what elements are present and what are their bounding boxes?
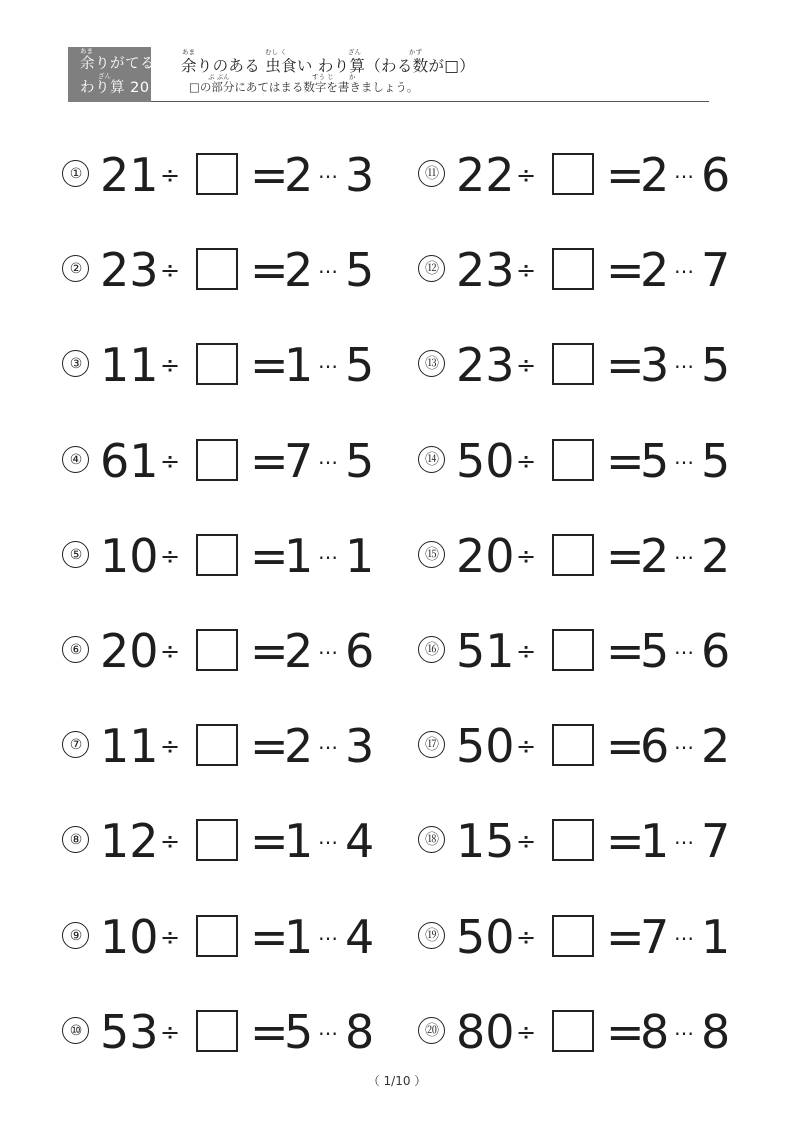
problem-item bbox=[418, 337, 748, 393]
problem-number: ④ bbox=[62, 446, 89, 473]
divide-sign: ÷ bbox=[160, 732, 181, 760]
remainder-dots: … bbox=[318, 445, 337, 469]
problem-number: ⑥ bbox=[62, 636, 89, 663]
answer-box[interactable] bbox=[552, 819, 594, 861]
remainder-dots: … bbox=[674, 1016, 693, 1040]
divide-sign: ÷ bbox=[516, 447, 537, 475]
remainder: 8 bbox=[345, 1005, 375, 1059]
dividend: 51 bbox=[456, 624, 515, 678]
remainder: 5 bbox=[701, 434, 731, 488]
remainder: 7 bbox=[701, 814, 731, 868]
dividend: 11 bbox=[100, 338, 159, 392]
problem-item bbox=[62, 1004, 392, 1060]
divide-sign: ÷ bbox=[516, 1018, 537, 1046]
problem-item bbox=[62, 623, 392, 679]
answer-box[interactable] bbox=[552, 1010, 594, 1052]
answer-box[interactable] bbox=[552, 629, 594, 671]
divide-sign: ÷ bbox=[160, 351, 181, 379]
quotient: 2 bbox=[284, 719, 314, 773]
answer-box[interactable] bbox=[196, 439, 238, 481]
divide-sign: ÷ bbox=[160, 161, 181, 189]
remainder-dots: … bbox=[674, 540, 693, 564]
remainder-dots: … bbox=[674, 254, 693, 278]
divide-sign: ÷ bbox=[516, 637, 537, 665]
remainder: 1 bbox=[345, 529, 375, 583]
quotient: 5 bbox=[640, 624, 670, 678]
remainder: 1 bbox=[701, 910, 731, 964]
divide-sign: ÷ bbox=[160, 1018, 181, 1046]
answer-box[interactable] bbox=[552, 343, 594, 385]
remainder-dots: … bbox=[318, 1016, 337, 1040]
remainder: 5 bbox=[345, 434, 375, 488]
remainder: 4 bbox=[345, 814, 375, 868]
badge-subtitle: わり算 20 bbox=[80, 80, 150, 96]
divide-sign: ÷ bbox=[160, 256, 181, 284]
divide-sign: ÷ bbox=[160, 542, 181, 570]
dividend: 61 bbox=[100, 434, 159, 488]
dividend: 50 bbox=[456, 910, 515, 964]
problem-item bbox=[418, 623, 748, 679]
answer-box[interactable] bbox=[196, 153, 238, 195]
dividend: 11 bbox=[100, 719, 159, 773]
problem-number: ⑨ bbox=[62, 922, 89, 949]
equals-sign: = bbox=[606, 910, 645, 964]
dividend: 10 bbox=[100, 910, 159, 964]
divide-sign: ÷ bbox=[160, 637, 181, 665]
answer-box[interactable] bbox=[196, 534, 238, 576]
quotient: 2 bbox=[284, 624, 314, 678]
divide-sign: ÷ bbox=[516, 542, 537, 570]
remainder-dots: … bbox=[318, 635, 337, 659]
quotient: 2 bbox=[640, 243, 670, 297]
divide-sign: ÷ bbox=[516, 161, 537, 189]
equals-sign: = bbox=[606, 624, 645, 678]
level-badge bbox=[68, 47, 155, 102]
answer-box[interactable] bbox=[552, 534, 594, 576]
remainder-dots: … bbox=[674, 635, 693, 659]
remainder-dots: … bbox=[674, 921, 693, 945]
problem-number: ⑱ bbox=[418, 826, 445, 853]
problem-item bbox=[62, 242, 392, 298]
equals-sign: = bbox=[250, 910, 289, 964]
problem-item bbox=[62, 337, 392, 393]
equals-sign: = bbox=[250, 148, 289, 202]
problem-number: ⑰ bbox=[418, 731, 445, 758]
dividend: 23 bbox=[100, 243, 159, 297]
remainder-dots: … bbox=[674, 349, 693, 373]
answer-box[interactable] bbox=[196, 724, 238, 766]
equals-sign: = bbox=[606, 148, 645, 202]
problem-item bbox=[418, 718, 748, 774]
answer-box[interactable] bbox=[196, 1010, 238, 1052]
quotient: 1 bbox=[284, 910, 314, 964]
equals-sign: = bbox=[250, 243, 289, 297]
remainder-dots: … bbox=[674, 159, 693, 183]
dividend: 20 bbox=[456, 529, 515, 583]
remainder: 2 bbox=[701, 529, 731, 583]
answer-box[interactable] bbox=[196, 629, 238, 671]
problem-item bbox=[418, 909, 748, 965]
dividend: 50 bbox=[456, 434, 515, 488]
problem-number: ⑲ bbox=[418, 922, 445, 949]
remainder-dots: … bbox=[318, 825, 337, 849]
instruction-ruby: ぶ ぶん bbox=[208, 73, 230, 81]
remainder: 8 bbox=[701, 1005, 731, 1059]
answer-box[interactable] bbox=[552, 248, 594, 290]
remainder: 2 bbox=[701, 719, 731, 773]
quotient: 1 bbox=[640, 814, 670, 868]
quotient: 6 bbox=[640, 719, 670, 773]
problem-number: ⑩ bbox=[62, 1017, 89, 1044]
quotient: 2 bbox=[640, 529, 670, 583]
equals-sign: = bbox=[606, 434, 645, 488]
problem-item bbox=[418, 528, 748, 584]
quotient: 1 bbox=[284, 814, 314, 868]
divide-sign: ÷ bbox=[516, 827, 537, 855]
problem-number: ⑮ bbox=[418, 541, 445, 568]
answer-box[interactable] bbox=[552, 724, 594, 766]
remainder-dots: … bbox=[318, 159, 337, 183]
remainder: 5 bbox=[345, 338, 375, 392]
page-title: 余りのある 虫食い わり算（わる数が□） bbox=[181, 57, 475, 75]
answer-box[interactable] bbox=[196, 248, 238, 290]
problem-number: ⑳ bbox=[418, 1017, 445, 1044]
problem-number: ⑭ bbox=[418, 446, 445, 473]
remainder: 3 bbox=[345, 719, 375, 773]
equals-sign: = bbox=[250, 719, 289, 773]
problem-number: ⑯ bbox=[418, 636, 445, 663]
answer-box[interactable] bbox=[552, 153, 594, 195]
dividend: 23 bbox=[456, 338, 515, 392]
answer-box[interactable] bbox=[552, 439, 594, 481]
dividend: 80 bbox=[456, 1005, 515, 1059]
dividend: 21 bbox=[100, 148, 159, 202]
answer-box[interactable] bbox=[196, 915, 238, 957]
problem-number: ⑫ bbox=[418, 255, 445, 282]
title-ruby: かず bbox=[409, 48, 422, 56]
divide-sign: ÷ bbox=[160, 447, 181, 475]
remainder: 5 bbox=[345, 243, 375, 297]
equals-sign: = bbox=[606, 529, 645, 583]
equals-sign: = bbox=[250, 1005, 289, 1059]
divide-sign: ÷ bbox=[516, 923, 537, 951]
quotient: 5 bbox=[640, 434, 670, 488]
remainder: 4 bbox=[345, 910, 375, 964]
problem-number: ③ bbox=[62, 350, 89, 377]
divide-sign: ÷ bbox=[160, 827, 181, 855]
problem-item bbox=[62, 147, 392, 203]
divide-sign: ÷ bbox=[516, 256, 537, 284]
remainder: 3 bbox=[345, 148, 375, 202]
remainder-dots: … bbox=[318, 730, 337, 754]
quotient: 8 bbox=[640, 1005, 670, 1059]
dividend: 22 bbox=[456, 148, 515, 202]
problem-number: ⑤ bbox=[62, 541, 89, 568]
problem-number: ① bbox=[62, 160, 89, 187]
quotient: 3 bbox=[640, 338, 670, 392]
dividend: 50 bbox=[456, 719, 515, 773]
badge-ruby-2: ざん bbox=[98, 72, 111, 80]
equals-sign: = bbox=[606, 814, 645, 868]
dividend: 53 bbox=[100, 1005, 159, 1059]
equals-sign: = bbox=[250, 434, 289, 488]
title-ruby: あま bbox=[182, 48, 195, 56]
equals-sign: = bbox=[606, 1005, 645, 1059]
dividend: 23 bbox=[456, 243, 515, 297]
problem-number: ⑧ bbox=[62, 826, 89, 853]
problem-number: ⑬ bbox=[418, 350, 445, 377]
remainder: 6 bbox=[701, 624, 731, 678]
problem-item bbox=[62, 528, 392, 584]
remainder: 7 bbox=[701, 243, 731, 297]
problem-item bbox=[62, 909, 392, 965]
title-ruby: ざん bbox=[348, 48, 361, 56]
dividend: 10 bbox=[100, 529, 159, 583]
problem-item bbox=[418, 813, 748, 869]
problem-item bbox=[418, 147, 748, 203]
dividend: 12 bbox=[100, 814, 159, 868]
equals-sign: = bbox=[250, 814, 289, 868]
equals-sign: = bbox=[250, 624, 289, 678]
divide-sign: ÷ bbox=[516, 732, 537, 760]
remainder: 6 bbox=[701, 148, 731, 202]
problem-item bbox=[62, 813, 392, 869]
quotient: 1 bbox=[284, 338, 314, 392]
quotient: 7 bbox=[284, 434, 314, 488]
remainder-dots: … bbox=[674, 730, 693, 754]
equals-sign: = bbox=[250, 338, 289, 392]
problem-item bbox=[418, 1004, 748, 1060]
remainder-dots: … bbox=[318, 540, 337, 564]
quotient: 7 bbox=[640, 910, 670, 964]
equals-sign: = bbox=[606, 338, 645, 392]
answer-box[interactable] bbox=[196, 819, 238, 861]
worksheet-header bbox=[68, 47, 709, 102]
header-divider bbox=[151, 101, 709, 102]
equals-sign: = bbox=[606, 719, 645, 773]
page-number: （ 1/10 ） bbox=[367, 1074, 427, 1088]
answer-box[interactable] bbox=[552, 915, 594, 957]
quotient: 2 bbox=[284, 243, 314, 297]
divide-sign: ÷ bbox=[516, 351, 537, 379]
problem-item bbox=[418, 242, 748, 298]
quotient: 1 bbox=[284, 529, 314, 583]
answer-box[interactable] bbox=[196, 343, 238, 385]
divide-sign: ÷ bbox=[160, 923, 181, 951]
dividend: 15 bbox=[456, 814, 515, 868]
instruction-text: □の部分にあてはまる数字を書きましょう。 bbox=[189, 80, 419, 94]
quotient: 5 bbox=[284, 1005, 314, 1059]
quotient: 2 bbox=[284, 148, 314, 202]
problem-number: ⑦ bbox=[62, 731, 89, 758]
badge-ruby-1: あま bbox=[80, 47, 93, 55]
problem-item bbox=[62, 718, 392, 774]
problem-number: ⑪ bbox=[418, 160, 445, 187]
instruction-ruby: すう じ bbox=[312, 73, 334, 81]
remainder-dots: … bbox=[318, 921, 337, 945]
problem-number: ② bbox=[62, 255, 89, 282]
quotient: 2 bbox=[640, 148, 670, 202]
equals-sign: = bbox=[606, 243, 645, 297]
remainder-dots: … bbox=[318, 349, 337, 373]
badge-title: 余りがてる bbox=[80, 56, 155, 72]
problem-item bbox=[418, 433, 748, 489]
problem-item bbox=[62, 433, 392, 489]
instruction-ruby: か bbox=[349, 73, 356, 81]
dividend: 20 bbox=[100, 624, 159, 678]
remainder: 6 bbox=[345, 624, 375, 678]
title-ruby: むし く bbox=[265, 48, 287, 56]
remainder-dots: … bbox=[318, 254, 337, 278]
remainder-dots: … bbox=[674, 445, 693, 469]
remainder-dots: … bbox=[674, 825, 693, 849]
equals-sign: = bbox=[250, 529, 289, 583]
remainder: 5 bbox=[701, 338, 731, 392]
